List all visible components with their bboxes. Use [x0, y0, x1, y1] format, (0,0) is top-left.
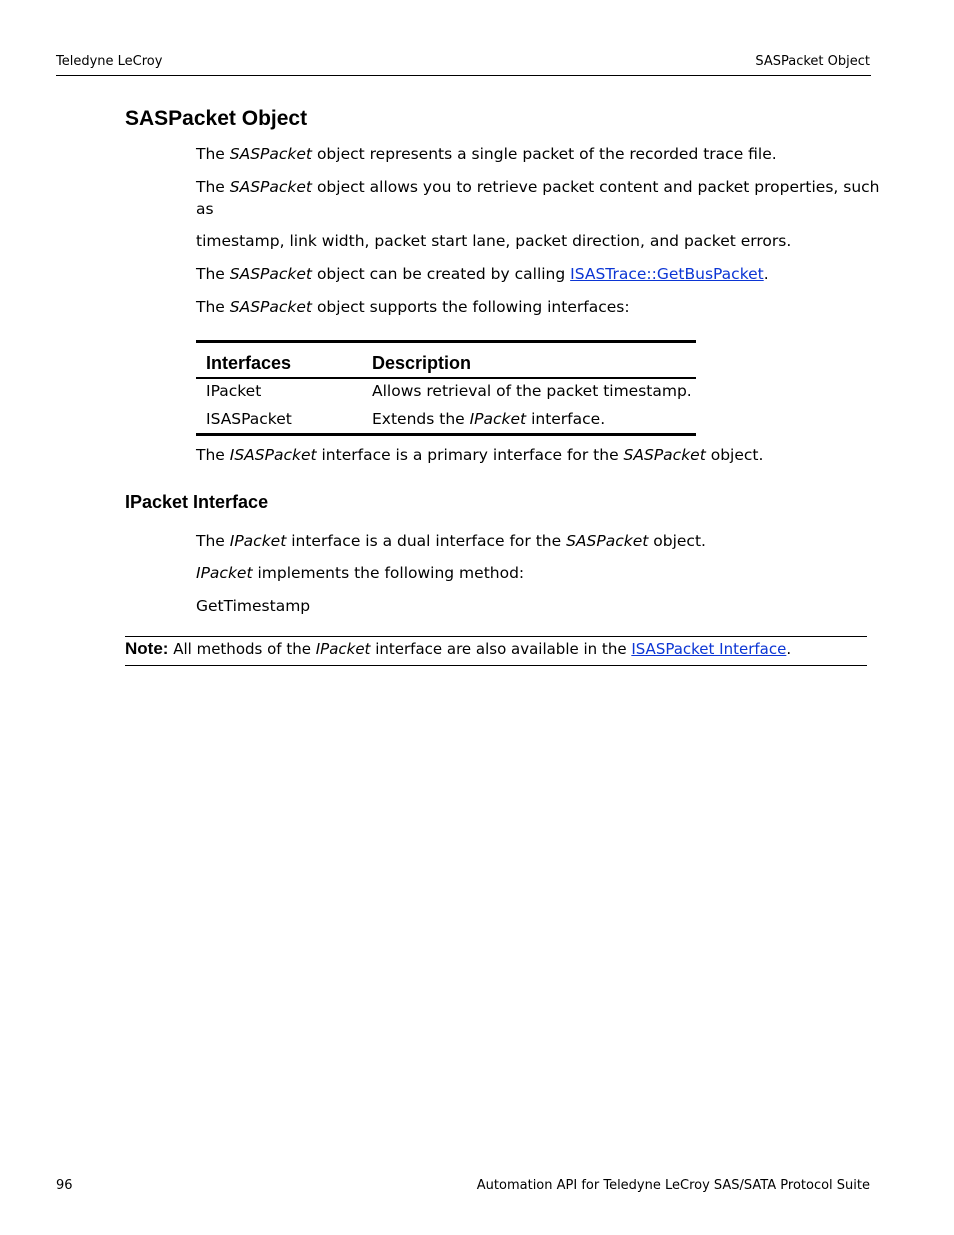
text: object can be created by calling: [312, 265, 571, 283]
paragraph-2-wrap: as: [196, 200, 214, 218]
text: The: [196, 532, 230, 550]
table-cell-description: [372, 380, 692, 402]
table-header-rule: [196, 377, 696, 379]
table-bottom-rule: [196, 433, 696, 436]
note-bottom-rule: [125, 665, 867, 666]
header-left: Teledyne LeCroy: [56, 54, 163, 69]
italic-term: SASPacket: [229, 265, 313, 283]
text: All methods of the: [168, 640, 316, 658]
text: object.: [648, 532, 706, 550]
section-title: SASPacket Object: [125, 107, 308, 130]
subsection-paragraph-1: [196, 530, 706, 552]
text: interface is a primary interface for the: [316, 446, 624, 464]
text: The: [196, 178, 230, 196]
italic-term: ISASPacket: [229, 446, 317, 464]
italic-term: IPacket: [196, 564, 253, 582]
paragraph-4: [196, 263, 769, 285]
header-rule: [56, 75, 871, 76]
table-top-rule: [196, 340, 696, 343]
italic-term: IPacket: [315, 640, 371, 658]
text: interface are also available in the: [370, 640, 632, 658]
table-header-description: Description: [372, 353, 472, 373]
paragraph-after-table: [196, 444, 763, 466]
text: implements the following method:: [252, 564, 525, 582]
italic-term: SASPacket: [229, 145, 313, 163]
text: .: [786, 640, 792, 658]
header-right: SASPacket Object: [755, 54, 870, 69]
table-cell-name: ISASPacket: [206, 410, 292, 428]
text: interface is a dual interface for the: [286, 532, 567, 550]
text: The: [196, 265, 230, 283]
paragraph-2: [196, 176, 880, 198]
text: interface.: [526, 410, 606, 428]
italic-term: SASPacket: [566, 532, 649, 550]
method-name: GetTimestamp: [196, 597, 311, 615]
subsection-paragraph-2: [196, 562, 524, 584]
paragraph-5: [196, 296, 630, 318]
italic-term: IPacket: [469, 410, 527, 428]
getbuspacket-link[interactable]: ISASTrace::GetBusPacket: [570, 265, 764, 283]
italic-term: SASPacket: [229, 178, 313, 196]
note-label: Note:: [125, 639, 169, 658]
text: The: [196, 145, 230, 163]
text: object supports the following interfaces:: [312, 298, 630, 316]
text: object represents a single packet of the recorded trace file.: [312, 145, 777, 163]
text: .: [763, 265, 769, 283]
text: object.: [705, 446, 764, 464]
page-number: 96: [56, 1178, 73, 1193]
table-cell-name: IPacket: [206, 382, 262, 400]
text: The: [196, 446, 230, 464]
italic-term: IPacket: [229, 532, 287, 550]
text: The: [196, 298, 230, 316]
isaspacket-interface-link[interactable]: ISASPacket Interface: [631, 640, 787, 658]
text: Extends the: [372, 410, 470, 428]
table-cell-description: [372, 408, 605, 430]
italic-term: SASPacket: [229, 298, 313, 316]
note-top-rule: [125, 636, 867, 637]
footer-title: Automation API for Teledyne LeCroy SAS/SATA Protocol Suite: [476, 1178, 870, 1193]
note: [125, 638, 791, 660]
table-header-interfaces: Interfaces: [206, 353, 292, 373]
paragraph-3: timestamp, link width, packet start lane, packet direction, and packet errors.: [196, 232, 792, 250]
text: object allows you to retrieve packet content and packet properties, such: [312, 178, 880, 196]
text: Allows retrieval of the packet timestamp.: [372, 382, 692, 400]
subsection-title: IPacket Interface: [125, 492, 269, 512]
paragraph-1: [196, 143, 777, 165]
italic-term: SASPacket: [623, 446, 706, 464]
